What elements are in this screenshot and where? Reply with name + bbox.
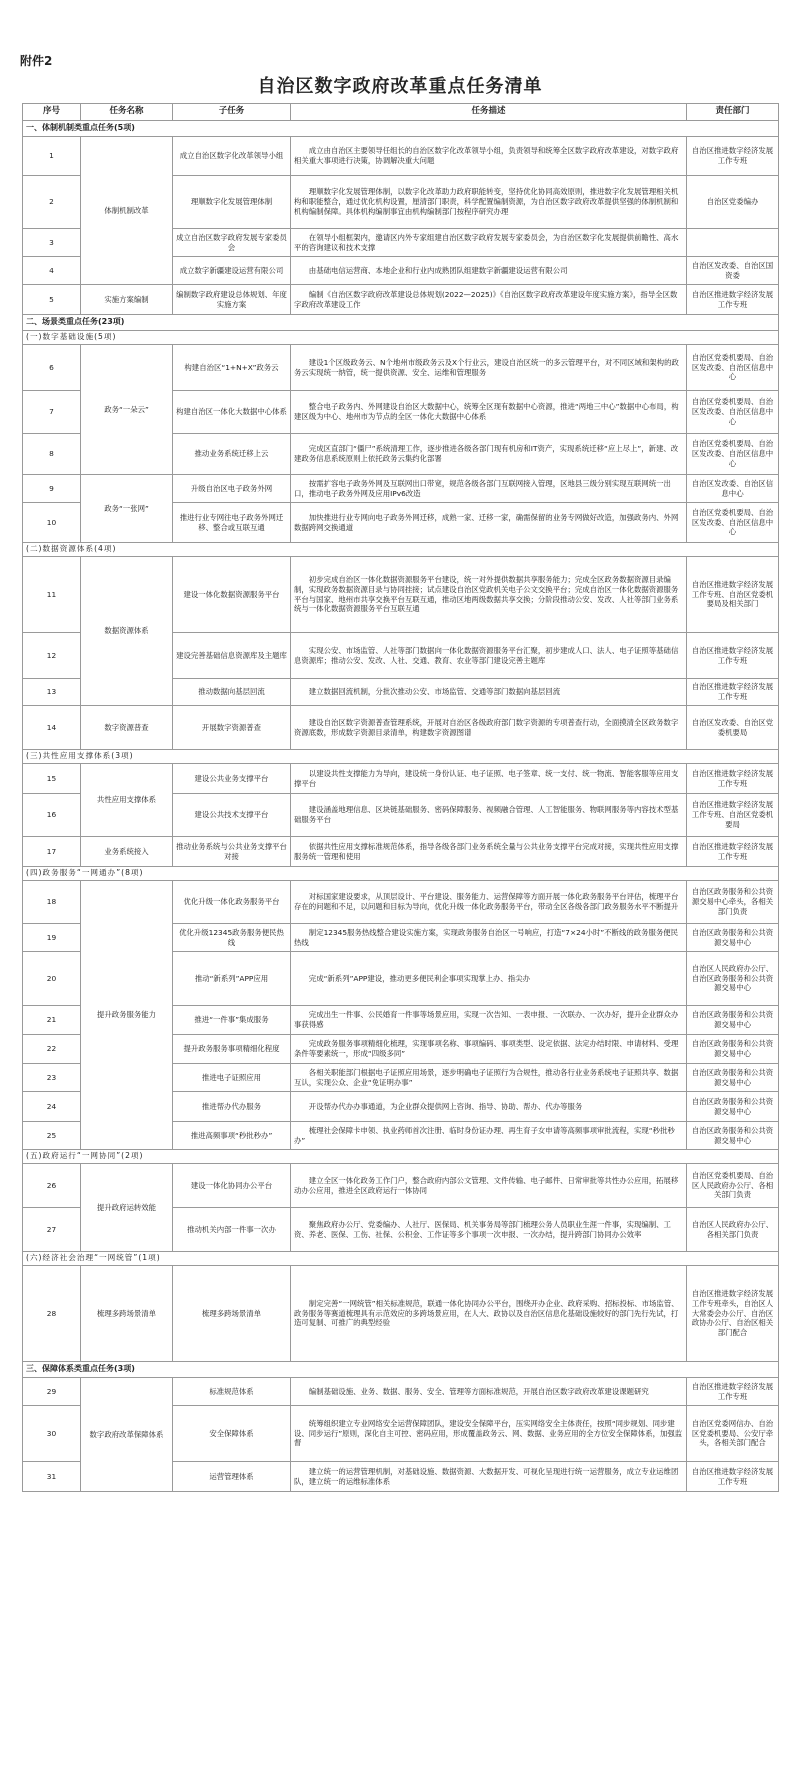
task-description: 按需扩容电子政务外网及互联网出口带宽，规范各级各部门互联网接入管理，区地县三级分别实现互联网统一出口，推动电子政务外网及应用IPv6改造 (291, 475, 687, 503)
subtask-name: 推进行业专网往电子政务外网迁移、整合或互联互通 (173, 503, 291, 543)
responsible-department: 自治区人民政府办公厅、自治区政务服务和公共资源交易中心 (687, 952, 779, 1006)
task-description: 各相关职能部门根据电子证照应用场景，逐步明确电子证照行为合规性，推动各行业业务系统电子证照共享、数据互认，实现公众、企业“免证明办事” (291, 1064, 687, 1092)
table-row (23, 345, 779, 391)
row-number: 26 (23, 1164, 81, 1208)
row-number: 2 (23, 176, 81, 229)
row-number: 12 (23, 633, 81, 679)
subtask-name: 推进帮办代办服务 (173, 1092, 291, 1122)
responsible-department: 自治区政务服务和公共资源交易中心 (687, 1064, 779, 1092)
responsible-department: 自治区党委机要局、自治区人民政府办公厅、各相关部门负责 (687, 1164, 779, 1208)
responsible-department: 自治区推进数字经济发展工作专班 (687, 137, 779, 176)
task-table (22, 103, 779, 1492)
header-task: 任务名称 (81, 104, 173, 121)
responsible-department: 自治区发改委、自治区国资委 (687, 257, 779, 285)
row-number: 9 (23, 475, 81, 503)
responsible-department: 自治区政务服务和公共资源交易中心牵头，各相关部门负责 (687, 881, 779, 924)
subtask-name: 推动“新系列”APP应用 (173, 952, 291, 1006)
subsection-header-row (23, 1150, 779, 1164)
responsible-department: 自治区党委编办 (687, 176, 779, 229)
row-number: 22 (23, 1035, 81, 1064)
task-name: 政务“一朵云” (81, 345, 173, 475)
subtask-name: 建设一体化协同办公平台 (173, 1164, 291, 1208)
subtask-name: 开展数字资源普查 (173, 706, 291, 750)
task-description: 建设1个区级政务云、N个地州市级政务云及X个行业云，建设自治区统一的多云管理平台，对不同区域和架构的政务云实现统一纳管，统一提供资源、安全、运维和管理服务 (291, 345, 687, 391)
subsection-title: (六)经济社会治理“一网统管”(1项) (23, 1252, 779, 1266)
row-number: 15 (23, 764, 81, 794)
row-number: 20 (23, 952, 81, 1006)
task-name: 体制机制改革 (81, 137, 173, 285)
table-row (23, 475, 779, 503)
row-number: 6 (23, 345, 81, 391)
section-header-row (23, 121, 779, 137)
subsection-title: (四)政务服务“一网通办”(8项) (23, 867, 779, 881)
section-title: 二、场景类重点任务(23项) (23, 315, 779, 331)
task-name: 政务“一张网” (81, 475, 173, 543)
task-name: 提升政务服务能力 (81, 881, 173, 1150)
task-description: 编制基础设施、业务、数据、服务、安全、管理等方面标准规范，开展自治区数字政府改革建设课题研究 (291, 1378, 687, 1406)
subsection-title: (二)数据资源体系(4项) (23, 543, 779, 557)
row-number: 11 (23, 557, 81, 633)
header-description: 任务描述 (291, 104, 687, 121)
responsible-department: 自治区推进数字经济发展工作专班、自治区党委机要局及相关部门 (687, 557, 779, 633)
responsible-department: 自治区政务服务和公共资源交易中心 (687, 1122, 779, 1150)
subtask-name: 建设一体化数据资源服务平台 (173, 557, 291, 633)
task-description: 编制《自治区数字政府改革建设总体规划(2022—2025)》《自治区数字政府改革建设年度实施方案》，指导全区数字政府改革建设工作 (291, 285, 687, 315)
subtask-name: 成立自治区数字政府发展专家委员会 (173, 229, 291, 257)
responsible-department: 自治区党委机要局、自治区发改委、自治区信息中心 (687, 391, 779, 434)
responsible-department: 自治区人民政府办公厅、各相关部门负责 (687, 1208, 779, 1252)
task-description: 成立由自治区主要领导任组长的自治区数字化改革领导小组，负责领导和统筹全区数字政府改革建设，对数字政府相关重大事项进行决策，协调解决重大问题 (291, 137, 687, 176)
row-number: 8 (23, 434, 81, 475)
task-description: 建设自治区数字资源普查管理系统，开展对自治区各级政府部门数字资源的专项普查行动，全面摸清全区政务数字资源底数，形成数字资源目录清单，构建数字资源图谱 (291, 706, 687, 750)
responsible-department: 自治区推进数字经济发展工作专班 (687, 764, 779, 794)
subtask-name: 推进“一件事”集成服务 (173, 1006, 291, 1035)
responsible-department (687, 229, 779, 257)
subtask-name: 运营管理体系 (173, 1462, 291, 1492)
section-title: 一、体制机制类重点任务(5项) (23, 121, 779, 137)
task-description: 整合电子政务内、外网建设自治区大数据中心，统筹全区现有数据中心资源，推进“两地三中心”数据中心布局，构建区级为中心、地州市为节点的全区一体化大数据中心体系 (291, 391, 687, 434)
table-row (23, 881, 779, 924)
row-number: 21 (23, 1006, 81, 1035)
row-number: 19 (23, 924, 81, 952)
row-number: 3 (23, 229, 81, 257)
task-description: 建立统一的运营管理机制，对基础设施、数据资源、大数据开发、可视化呈现进行统一运营服务，成立专业运维团队，建立统一的运维标准体系 (291, 1462, 687, 1492)
responsible-department: 自治区推进数字经济发展工作专班 (687, 679, 779, 706)
task-description: 建立数据回流机制，分批次推动公安、市场监管、交通等部门数据向基层回流 (291, 679, 687, 706)
task-name: 实施方案编制 (81, 285, 173, 315)
responsible-department: 自治区推进数字经济发展工作专班、自治区党委机要局 (687, 794, 779, 837)
task-description: 初步完成自治区一体化数据资源服务平台建设，统一对外提供数据共享服务能力；完成全区政务数据资源目录编制，实现政务数据资源目录与协同挂接；试点建设自治区党政机关电子公文交换平台；完成自治区一体化数据资源服务平台与国家、地州市共享交换平台互联互通，推动区地两级数据共享交换；分阶段推动公安、发改、人社等部门业务系统与一体化数据资源服务平台互联互通 (291, 557, 687, 633)
task-description: 完成区直部门“僵尸”系统清理工作，逐步推进各级各部门现有机房和IT资产，实现系统迁移“应上尽上”，新建、改建政务信息系统原则上依托政务云集约化部署 (291, 434, 687, 475)
task-description: 完成出生一件事、公民婚育一件事等场景应用，实现一次告知、一表申报、一次联办、一次办好，提升企业群众办事获得感 (291, 1006, 687, 1035)
subtask-name: 推动业务系统与公共业务支撑平台对接 (173, 837, 291, 867)
subtask-name: 安全保障体系 (173, 1406, 291, 1462)
subsection-header-row (23, 543, 779, 557)
responsible-department: 自治区党委机要局、自治区发改委、自治区信息中心 (687, 503, 779, 543)
subsection-header-row (23, 867, 779, 881)
task-description: 梳理社会保障卡申领、执业药师首次注册、临时身份证办理、再生育子女申请等高频事项审批流程，实现“秒批秒办” (291, 1122, 687, 1150)
page-title: 自治区数字政府改革重点任务清单 (257, 76, 543, 97)
row-number: 4 (23, 257, 81, 285)
task-description: 制定12345服务热线整合建设实施方案，实现政务服务自治区一号响应，打造“7×24小时”不断线的政务服务便民热线 (291, 924, 687, 952)
subtask-name: 优化升级12345政务服务便民热线 (173, 924, 291, 952)
row-number: 5 (23, 285, 81, 315)
subsection-title: (三)共性应用支撑体系(3项) (23, 750, 779, 764)
row-number: 18 (23, 881, 81, 924)
responsible-department: 自治区推进数字经济发展工作专班牵头，自治区人大常委会办公厅、自治区政协办公厅、自治区相关部门配合 (687, 1266, 779, 1362)
table-row (23, 764, 779, 794)
header-subtask: 子任务 (173, 104, 291, 121)
row-number: 16 (23, 794, 81, 837)
task-description: 完成政务服务事项精细化梳理，实现事项名称、事项编码、事项类型、设定依据、法定办结时限、申请材料、受理条件等要素统一，形成“四级多同” (291, 1035, 687, 1064)
responsible-department: 自治区推进数字经济发展工作专班 (687, 285, 779, 315)
task-name: 共性应用支撑体系 (81, 764, 173, 837)
task-name: 梳理多跨场景清单 (81, 1266, 173, 1362)
task-name: 业务系统接入 (81, 837, 173, 867)
table-row (23, 837, 779, 867)
table-row (23, 557, 779, 633)
task-description: 开设帮办代办办事通道，为企业群众提供网上咨询、指导、协助、帮办、代办等服务 (291, 1092, 687, 1122)
task-description: 加快推进行业专网向电子政务外网迁移，成熟一家、迁移一家，确需保留的业务专网做好改造，加强政务内、外网数据跨网交换通道 (291, 503, 687, 543)
task-description: 完成“新系列”APP建设，推动更多便民利企事项实现掌上办、指尖办 (291, 952, 687, 1006)
subtask-name: 推进电子证照应用 (173, 1064, 291, 1092)
row-number: 7 (23, 391, 81, 434)
subtask-name: 建设完善基础信息资源库及主题库 (173, 633, 291, 679)
table-row (23, 137, 779, 176)
row-number: 13 (23, 679, 81, 706)
row-number: 14 (23, 706, 81, 750)
subsection-title: (一)数字基础设施(5项) (23, 331, 779, 345)
responsible-department: 自治区政务服务和公共资源交易中心 (687, 1092, 779, 1122)
table-header-row (23, 104, 779, 121)
responsible-department: 自治区推进数字经济发展工作专班 (687, 1462, 779, 1492)
responsible-department: 自治区推进数字经济发展工作专班 (687, 633, 779, 679)
table-row (23, 285, 779, 315)
subtask-name: 标准规范体系 (173, 1378, 291, 1406)
task-description: 以建设共性支撑能力为导向，建设统一身份认证、电子证照、电子签章、统一支付、统一物流、智能客服等应用支撑平台 (291, 764, 687, 794)
section-header-row (23, 1362, 779, 1378)
subtask-name: 编制数字政府建设总体规划、年度实施方案 (173, 285, 291, 315)
responsible-department: 自治区发改委、自治区党委机要局 (687, 706, 779, 750)
task-name: 数字资源普查 (81, 706, 173, 750)
subtask-name: 理顺数字化发展管理体制 (173, 176, 291, 229)
task-description: 统筹组织建立专业网络安全运营保障团队，建设安全保障平台，压实网络安全主体责任，按照“同步规划、同步建设、同步运行”原则，深化自主可控、密码应用，形成覆盖政务云、网、数据、业务应用的全方位安全保障体系，加强监督 (291, 1406, 687, 1462)
subtask-name: 优化升级一体化政务服务平台 (173, 881, 291, 924)
subtask-name: 推动数据向基层回流 (173, 679, 291, 706)
row-number: 27 (23, 1208, 81, 1252)
subtask-name: 成立数字新疆建设运营有限公司 (173, 257, 291, 285)
subtask-name: 推动业务系统迁移上云 (173, 434, 291, 475)
subtask-name: 构建自治区一体化大数据中心体系 (173, 391, 291, 434)
responsible-department: 自治区政务服务和公共资源交易中心 (687, 1006, 779, 1035)
subsection-header-row (23, 331, 779, 345)
row-number: 1 (23, 137, 81, 176)
table-row (23, 1378, 779, 1406)
task-description: 对标国家建设要求，从顶层设计、平台建设、服务能力、运营保障等方面开展一体化政务服务平台评估，梳理平台存在的问题和不足，以问题和目标为导向，优化升级一体化政务服务平台，带动全区各级各部门政务服务水平不断提升 (291, 881, 687, 924)
row-number: 28 (23, 1266, 81, 1362)
task-name: 数据资源体系 (81, 557, 173, 706)
table-row (23, 706, 779, 750)
subtask-name: 梳理多跨场景清单 (173, 1266, 291, 1362)
responsible-department: 自治区党委网信办、自治区党委机要局、公安厅牵头，各相关部门配合 (687, 1406, 779, 1462)
task-description: 制定完善“一网统管”相关标准规范，联通一体化协同办公平台，围绕开办企业、政府采购、招标投标、市场监管、政务服务等赛道梳理具有示范效应的多跨场景应用，在人大、政协以及自治区信息化基础设施较好的部门先行先试，打造可复制、可推广的典型经验 (291, 1266, 687, 1362)
task-description: 理顺数字化发展管理体制，以数字化改革助力政府职能转变，坚持优化协同高效原则，推进数字化发展管理相关机构和职能整合，通过优化机构设置，厘清部门职责，科学配置编制资源，为自治区数字政府改革提供坚强的体制机制和机构编制保障。具体机构编制事宜由机构编制部门按程序研究办理 (291, 176, 687, 229)
table-row (23, 1164, 779, 1208)
row-number: 23 (23, 1064, 81, 1092)
responsible-department: 自治区党委机要局、自治区发改委、自治区信息中心 (687, 434, 779, 475)
responsible-department: 自治区发改委、自治区信息中心 (687, 475, 779, 503)
subtask-name: 推进高频事项“秒批秒办” (173, 1122, 291, 1150)
row-number: 29 (23, 1378, 81, 1406)
section-title: 三、保障体系类重点任务(3项) (23, 1362, 779, 1378)
responsible-department: 自治区党委机要局、自治区发改委、自治区信息中心 (687, 345, 779, 391)
task-description: 由基础电信运营商、本地企业和行业内成熟团队组建数字新疆建设运营有限公司 (291, 257, 687, 285)
responsible-department: 自治区政务服务和公共资源交易中心 (687, 1035, 779, 1064)
subtask-name: 建设公共业务支撑平台 (173, 764, 291, 794)
row-number: 30 (23, 1406, 81, 1462)
task-description: 建设涵盖地理信息、区块链基础服务、密码保障服务、视频融合管理、人工智能服务、物联网服务等内容技术型基础服务平台 (291, 794, 687, 837)
header-no: 序号 (23, 104, 81, 121)
header-department: 责任部门 (687, 104, 779, 121)
task-description: 依据共性应用支撑标准规范体系，指导各级各部门业务系统全量与公共业务支撑平台完成对接，实现共性应用支撑服务统一管理和使用 (291, 837, 687, 867)
subtask-name: 成立自治区数字化改革领导小组 (173, 137, 291, 176)
task-name: 数字政府改革保障体系 (81, 1378, 173, 1492)
task-description: 在领导小组框架内，邀请区内外专家组建自治区数字政府发展专家委员会，为自治区数字化发展提供前瞻性、高水平的咨询建议和技术支撑 (291, 229, 687, 257)
row-number: 25 (23, 1122, 81, 1150)
subtask-name: 升级自治区电子政务外网 (173, 475, 291, 503)
responsible-department: 自治区政务服务和公共资源交易中心 (687, 924, 779, 952)
subsection-title: (五)政府运行“一网协同”(2项) (23, 1150, 779, 1164)
subsection-header-row (23, 750, 779, 764)
row-number: 24 (23, 1092, 81, 1122)
task-description: 建立全区一体化政务工作门户，整合政府内部公文管理、文件传输、电子邮件、日常审批等共性办公应用，拓展移动办公应用，推进全区政府运行一体协同 (291, 1164, 687, 1208)
task-name: 提升政府运转效能 (81, 1164, 173, 1252)
responsible-department: 自治区推进数字经济发展工作专班 (687, 1378, 779, 1406)
responsible-department: 自治区推进数字经济发展工作专班 (687, 837, 779, 867)
task-description: 聚焦政府办公厅、党委编办、人社厅、医保局、机关事务局等部门梳理公务人员职业生涯一件事，实现编制、工资、养老、医保、工伤、社保、公积金、工作证等多个事项一次申报、一次办结，提升跨部门协同办公效率 (291, 1208, 687, 1252)
attachment-label: 附件2 (20, 54, 53, 68)
row-number: 10 (23, 503, 81, 543)
row-number: 31 (23, 1462, 81, 1492)
table-row (23, 1266, 779, 1362)
row-number: 17 (23, 837, 81, 867)
section-header-row (23, 315, 779, 331)
subtask-name: 提升政务服务事项精细化程度 (173, 1035, 291, 1064)
table-body (23, 121, 779, 1492)
task-description: 实现公安、市场监管、人社等部门数据向一体化数据资源服务平台汇聚，初步建成人口、法人、电子证照等基础信息资源库；推动公安、发改、人社、交通、教育、农业等部门建设完善主题库 (291, 633, 687, 679)
subsection-header-row (23, 1252, 779, 1266)
subtask-name: 构建自治区“1+N+X”政务云 (173, 345, 291, 391)
subtask-name: 建设公共技术支撑平台 (173, 794, 291, 837)
subtask-name: 推动机关内部一件事一次办 (173, 1208, 291, 1252)
